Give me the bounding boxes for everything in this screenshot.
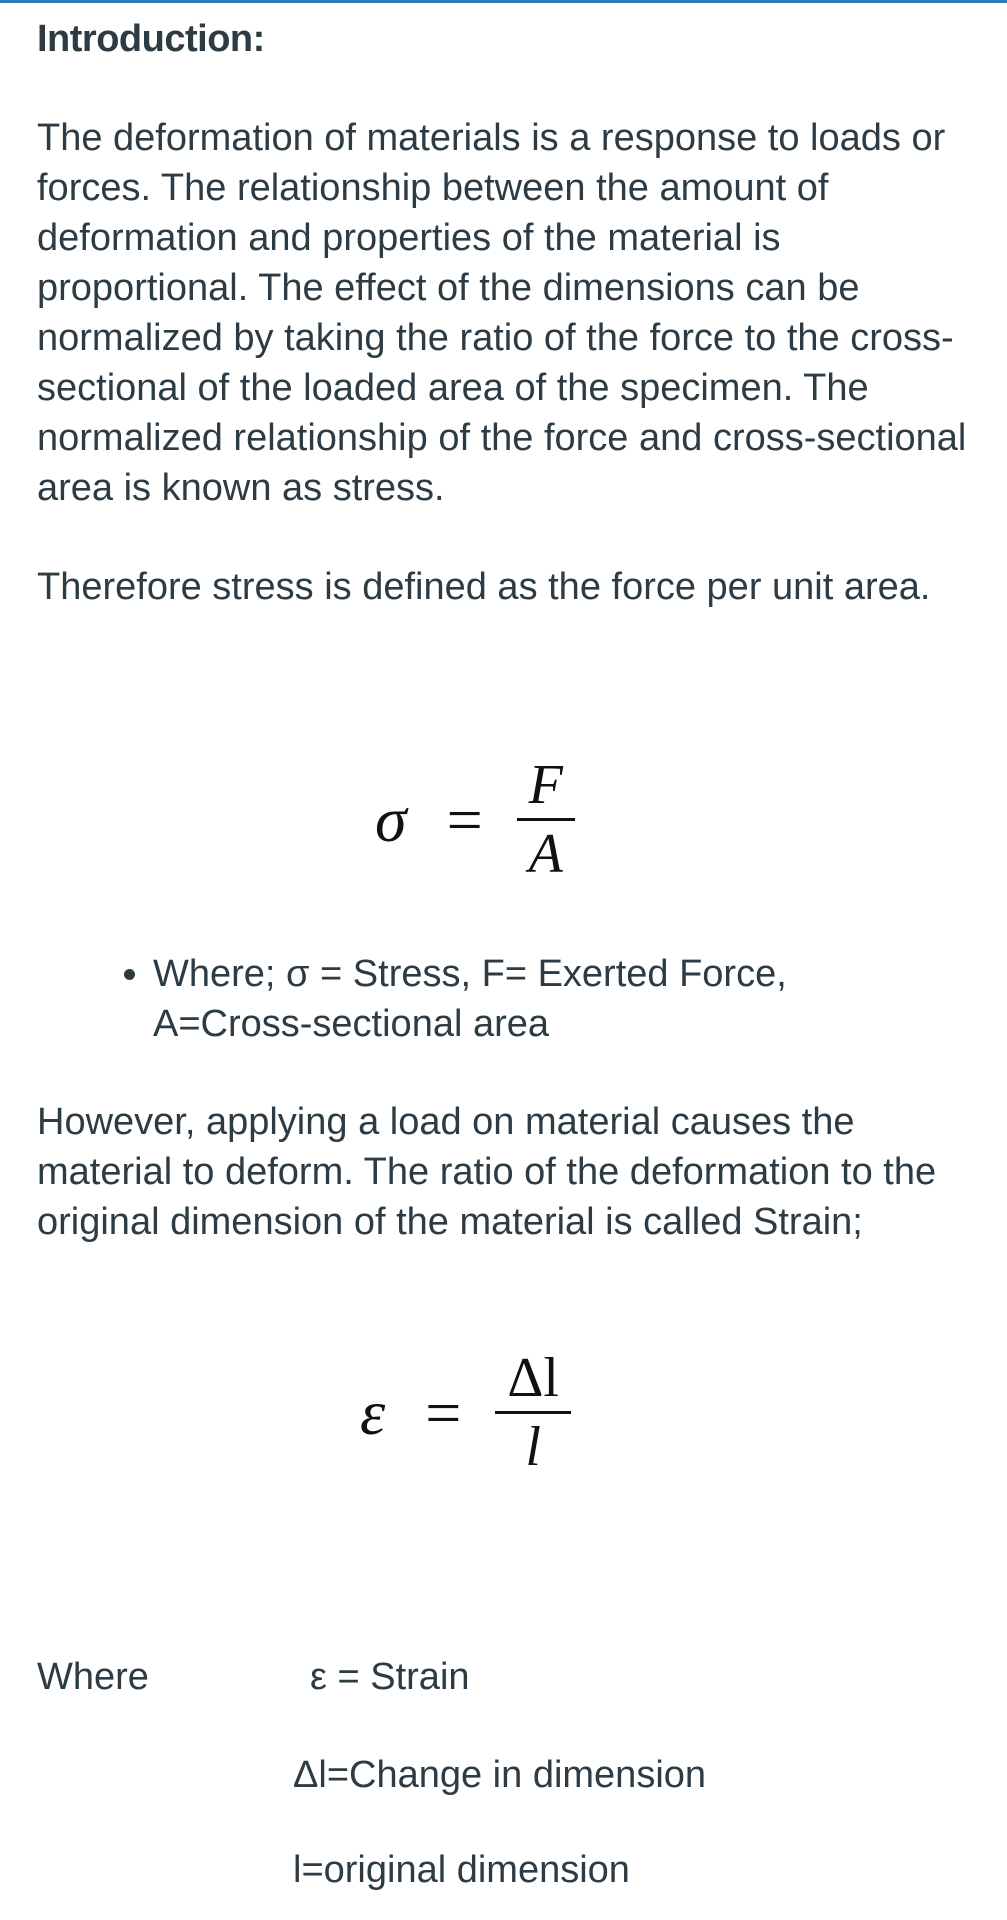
fraction-numerator: F <box>528 754 563 816</box>
stress-fraction <box>517 752 575 887</box>
where-label: Where <box>37 1656 149 1698</box>
strain-symbol: ε <box>360 1376 386 1448</box>
fraction-denominator: A <box>528 823 563 885</box>
original-dimension-definition: l=original dimension <box>293 1849 630 1891</box>
strain-equation <box>360 1345 571 1480</box>
strain-fraction <box>495 1345 571 1480</box>
fraction-numerator: Δl <box>507 1347 559 1409</box>
fraction-denominator: l <box>525 1416 541 1478</box>
equals-sign: = <box>425 1376 462 1448</box>
stress-symbol: σ <box>375 783 407 855</box>
stress-equation <box>375 752 575 887</box>
stress-variables-list <box>37 949 937 1049</box>
stress-definition-paragraph: Therefore stress is defined as the force per unit area. <box>37 566 931 608</box>
top-border <box>0 0 1007 3</box>
strain-paragraph: However, applying a load on material causes the material to deform. The ratio of the deformation to the original dimension of the material is called Strain; <box>37 1101 937 1243</box>
intro-paragraph: The deformation of materials is a response to loads or forces. The relationship between the amount of deformation and properties of the material is proportional. The effect of the dimensions can be normalized by taking the ratio of the force to the cross-sectional of the loaded area of the specimen. The normalized relationship of the force and cross-sectional area is known as stress. <box>37 117 967 509</box>
section-heading: Introduction: <box>37 18 265 60</box>
change-in-dimension-definition: Δl=Change in dimension <box>293 1754 707 1796</box>
list-item: • Where; σ = Stress, F= Exerted Force, A=Cross-sectional area <box>153 949 937 1049</box>
equals-sign: = <box>446 783 483 855</box>
strain-definition: ε = Strain <box>310 1656 470 1698</box>
